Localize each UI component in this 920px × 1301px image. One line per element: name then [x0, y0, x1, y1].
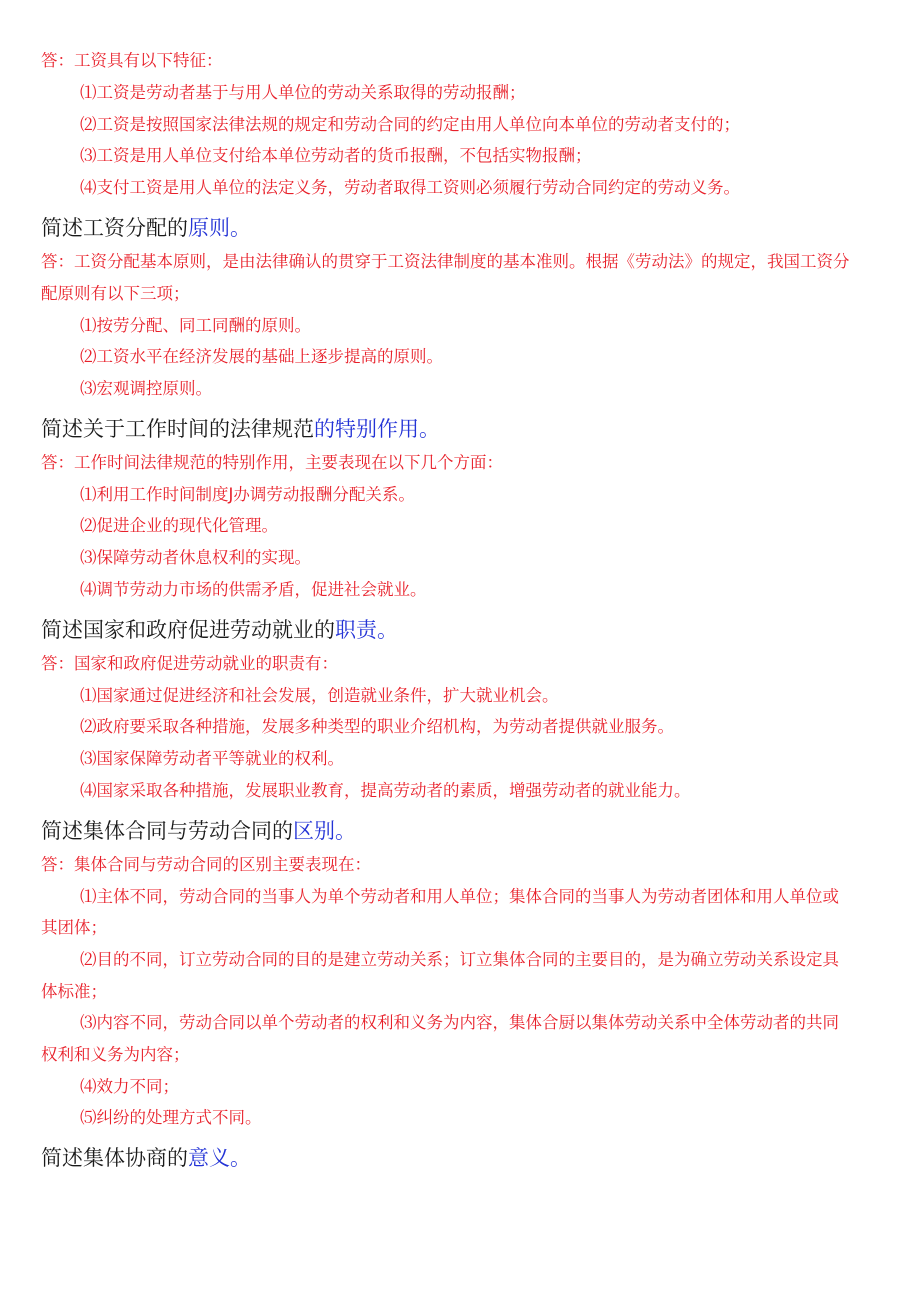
list-item: ⑵工资是按照国家法律法规的规定和劳动合同的约定由用人单位向本单位的劳动者支付的； [80, 115, 740, 134]
question-highlight: 区别。 [293, 819, 356, 843]
list-item: ⑶保障劳动者休息权利的实现。 [80, 548, 311, 567]
list-item: ⑴国家通过促进经济和社会发展，创造就业条件，扩大就业机会。 [80, 686, 559, 705]
list-item: ⑸纠纷的处理方式不同。 [80, 1108, 262, 1127]
question-highlight: 的特别作用。 [314, 417, 440, 441]
answer-intro: 答：工作时间法律规范的特别作用，主要表现在以下几个方面： [41, 453, 503, 472]
list-item: ⑷调节劳动力市场的供需矛盾，促进社会就业。 [80, 580, 427, 599]
list-item-continued: 其团体； [41, 918, 107, 937]
list-item-continued: 权利和义务为内容； [41, 1045, 190, 1064]
question-heading [41, 218, 251, 239]
answer-intro: 答：工资分配基本原则，是由法律确认的贯穿于工资法律制度的基本准则。根据《劳动法》的规定，我国工资分 [41, 252, 850, 271]
list-item: ⑴按劳分配、同工同酬的原则。 [80, 316, 311, 335]
list-item: ⑵工资水平在经济发展的基础上逐步提高的原则。 [80, 347, 443, 366]
list-item: ⑵目的不同，订立劳动合同的目的是建立劳动关系；订立集体合同的主要目的，是为确立劳动关系设定具 [80, 950, 839, 969]
question-text: 简述国家和政府促进劳动就业的 [41, 618, 335, 642]
list-item: ⑵政府要采取各种措施，发展多种类型的职业介绍机构，为劳动者提供就业服务。 [80, 717, 674, 736]
list-item: ⑷国家采取各种措施，发展职业教育，提高劳动者的素质，增强劳动者的就业能力。 [80, 781, 691, 800]
question-highlight: 意义。 [188, 1146, 251, 1170]
list-item: ⑴主体不同，劳动合同的当事人为单个劳动者和用人单位；集体合同的当事人为劳动者团体和用人单位或 [80, 887, 839, 906]
question-heading [41, 620, 398, 641]
list-item: ⑷支付工资是用人单位的法定义务，劳动者取得工资则必须履行劳动合同约定的劳动义务。 [80, 178, 740, 197]
list-item-continued: 体标准； [41, 982, 107, 1001]
list-item: ⑵促进企业的现代化管理。 [80, 516, 278, 535]
question-text: 简述集体合同与劳动合同的 [41, 819, 293, 843]
list-item: ⑶内容不同，劳动合同以单个劳动者的权利和义务为内容，集体合厨以集体劳动关系中全体劳动者的共同 [80, 1013, 839, 1032]
list-item: ⑶国家保障劳动者平等就业的权利。 [80, 749, 344, 768]
question-text: 简述集体协商的 [41, 1146, 188, 1170]
question-text: 简述关于工作时间的法律规范 [41, 417, 314, 441]
list-item: ⑴利用工作时间制度J办调劳动报酬分配关系。 [80, 485, 415, 504]
question-highlight: 职责。 [335, 618, 398, 642]
question-text: 简述工资分配的 [41, 216, 188, 240]
answer-intro: 答：集体合同与劳动合同的区别主要表现在： [41, 855, 371, 874]
list-item: ⑶工资是用人单位支付给本单位劳动者的货币报酬，不包括实物报酬； [80, 146, 592, 165]
answer-intro: 答：工资具有以下特征： [41, 51, 223, 70]
question-highlight: 原则。 [188, 216, 251, 240]
list-item: ⑴工资是劳动者基于与用人单位的劳动关系取得的劳动报酬； [80, 83, 526, 102]
question-heading [41, 1148, 251, 1169]
question-heading [41, 419, 440, 440]
list-item: ⑷效力不同； [80, 1077, 179, 1096]
list-item: ⑶宏观调控原则。 [80, 379, 212, 398]
question-heading [41, 821, 356, 842]
answer-intro-continued: 配原则有以下三项； [41, 284, 190, 303]
answer-intro: 答：国家和政府促进劳动就业的职责有： [41, 654, 338, 673]
